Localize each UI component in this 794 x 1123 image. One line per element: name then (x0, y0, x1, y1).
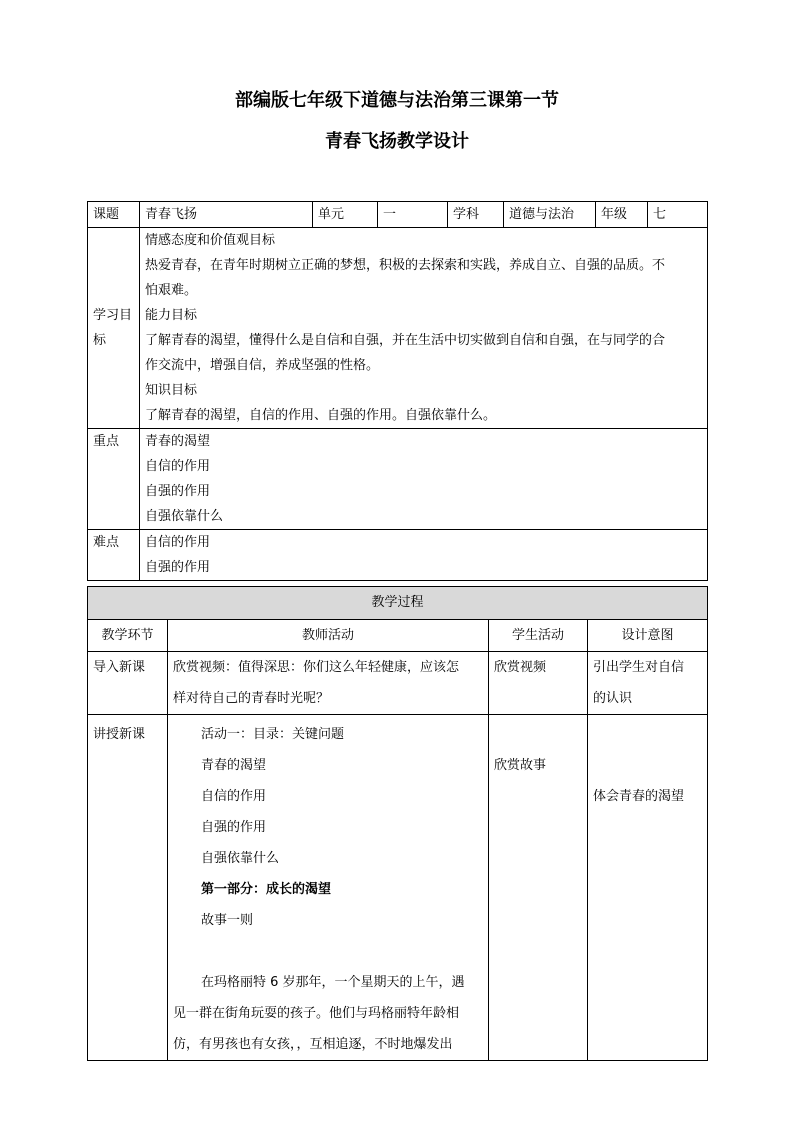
story-line: 见一群在街角玩耍的孩子。他们与玛格丽特年龄相 (173, 1006, 460, 1021)
goals-content (140, 228, 708, 429)
grade-value: 七 (648, 202, 708, 228)
new-lesson-intent: 体会青春的渴望 (588, 715, 708, 1061)
topic-value: 青春飞扬 (140, 202, 313, 228)
unit-value: 一 (378, 202, 448, 228)
activity-line: 自强的作用 (201, 820, 267, 835)
header-student: 学生活动 (489, 620, 588, 652)
header-teacher: 教师活动 (168, 620, 489, 652)
goal-line: 了解青春的渴望，懂得什么是自信和自强，并在生活中切实做到自信和自强，在与同学的合 (145, 333, 666, 348)
key-point: 自强的作用 (145, 484, 211, 499)
topic-row (88, 202, 708, 228)
new-lesson-teacher (168, 715, 489, 1061)
key-points-content (140, 429, 708, 530)
goal-line: 情感态度和价值观目标 (145, 233, 276, 248)
goal-line: 知识目标 (145, 383, 198, 398)
subject-label: 学科 (448, 202, 504, 228)
difficult-points-row (88, 530, 708, 581)
key-point: 青春的渴望 (145, 434, 211, 449)
process-title-row (88, 587, 708, 620)
grade-label: 年级 (596, 202, 648, 228)
intro-intent (588, 652, 708, 715)
document-subtitle: 青春飞扬教学设计 (325, 131, 469, 152)
activity-line: 自强依靠什么 (201, 851, 280, 866)
goal-line: 怕艰难。 (145, 283, 198, 298)
activity-line: 自信的作用 (201, 789, 267, 804)
key-points-label: 重点 (88, 429, 140, 530)
intent-line: 的认识 (593, 691, 633, 706)
header-intent: 设计意图 (588, 620, 708, 652)
difficult-points-content (140, 530, 708, 581)
difficult-points-label: 难点 (88, 530, 140, 581)
goals-row (88, 228, 708, 429)
topic-label: 课题 (88, 202, 140, 228)
key-points-row (88, 429, 708, 530)
lesson-info-table (87, 201, 708, 581)
difficult-point: 自强的作用 (145, 560, 211, 575)
subject-value: 道德与法治 (504, 202, 596, 228)
header-stage: 教学环节 (88, 620, 168, 652)
new-lesson-student: 欣赏故事 (489, 715, 588, 1061)
key-point: 自信的作用 (145, 459, 211, 474)
story-line: 在玛格丽特 6 岁那年，一个星期天的上午，遇 (201, 975, 465, 990)
story-line: 仿，有男孩也有女孩，，互相追逐，不时地爆发出 (173, 1037, 453, 1052)
part-title: 第一部分：成长的渴望 (201, 882, 332, 897)
activity-line: 青春的渴望 (201, 758, 267, 773)
story-title: 故事一则 (201, 913, 254, 928)
new-lesson-row (88, 715, 708, 1061)
key-point: 自强依靠什么 (145, 509, 224, 524)
process-section-title: 教学过程 (88, 587, 708, 620)
teaching-process-table (87, 586, 708, 1061)
activity-line: 活动一：目录：关键问题 (201, 727, 345, 742)
intro-row (88, 652, 708, 715)
goal-line: 作交流中，增强自信，养成坚强的性格。 (145, 358, 380, 373)
blank-line (201, 936, 483, 967)
process-header-row (88, 620, 708, 652)
intent-line: 引出学生对自信 (593, 660, 685, 675)
goals-label: 学习目标 (88, 228, 140, 429)
goal-line: 了解青春的渴望，自信的作用、自强的作用。自强依靠什么。 (145, 408, 497, 423)
intro-stage: 导入新课 (88, 652, 168, 715)
goal-line: 能力目标 (145, 308, 198, 323)
goal-line: 热爱青春，在青年时期树立正确的梦想，积极的去探索和实践，养成自立、自强的品质。不 (145, 258, 666, 273)
activity-list (173, 719, 483, 967)
teacher-line: 欣赏视频：值得深思：你们这么年轻健康，应该怎 (173, 660, 460, 675)
teacher-line: 样对待自己的青春时光呢？ (173, 691, 330, 706)
intro-teacher (168, 652, 489, 715)
intro-student: 欣赏视频 (489, 652, 588, 715)
new-lesson-stage: 讲授新课 (88, 715, 168, 1061)
unit-label: 单元 (313, 202, 378, 228)
document-title: 部编版七年级下道德与法治第三课第一节 (235, 90, 559, 111)
difficult-point: 自信的作用 (145, 535, 211, 550)
